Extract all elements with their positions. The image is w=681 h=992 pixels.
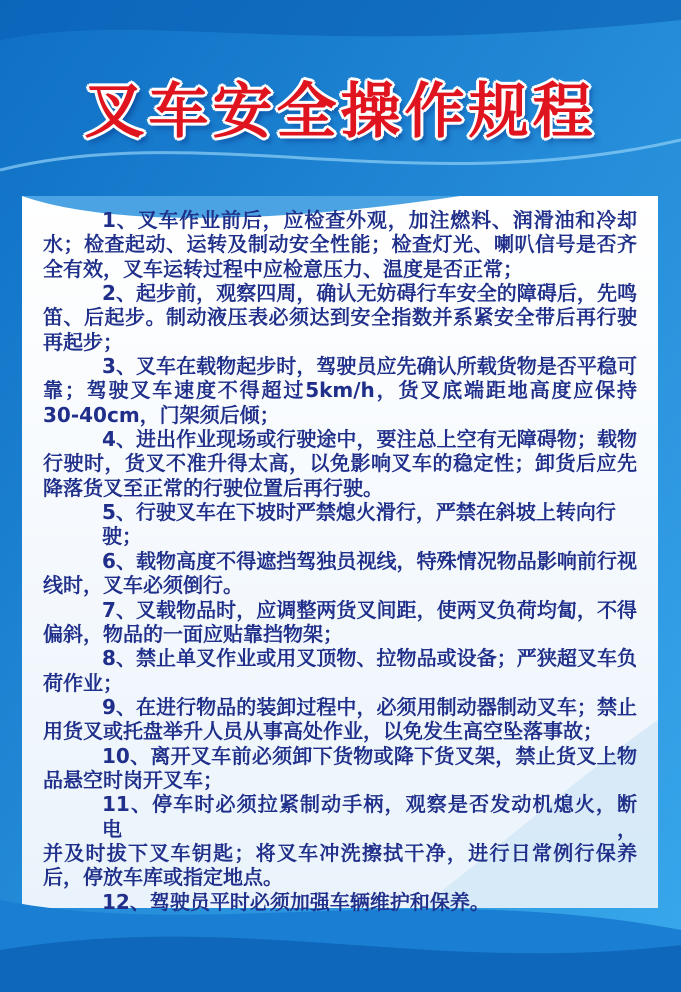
rule-item	[43, 646, 637, 695]
rule-item	[43, 744, 637, 793]
rule-line: 线时，叉车必须倒行。	[43, 573, 243, 598]
rule-item	[43, 354, 637, 427]
rule-line: 6、载物高度不得遮挡驾独员视线，特殊情况物品影响前行视	[102, 548, 637, 573]
rule-line: 荷作业；	[43, 670, 123, 695]
rule-item	[43, 500, 637, 549]
page-title: 叉车安全操作规程	[84, 77, 597, 147]
rule-line: 12、驾驶员平时必须加强车辆维护和保养。	[102, 889, 490, 914]
rule-line: 靠；驾驶叉车速度不得超过5km/h，货叉底端距地高度应保持	[43, 378, 637, 403]
rule-line: 笛、后起步。制动液压表必须达到安全指数并系紧安全带后再行驶	[43, 305, 637, 330]
rule-item	[43, 208, 637, 281]
rule-item	[43, 281, 637, 354]
rule-item	[43, 427, 637, 500]
rule-line: 2、起步前，观察四周，确认无妨碍行车安全的障碍后，先鸣	[102, 281, 637, 306]
rule-item	[43, 890, 637, 914]
rule-line: 用货叉或托盘举升人员从事高处作业，以免发生高空坠落事故；	[43, 719, 603, 744]
rule-line: 10、离开叉车前必须卸下货物或降下货叉架，禁止货叉上物	[102, 743, 637, 768]
rule-line: 5、行驶叉车在下坡时严禁熄火滑行，严禁在斜坡上转向行驶；	[102, 500, 616, 549]
rule-line: 行驶时，货叉不准升得太高，以免影响叉车的稳定性；卸货后应先	[43, 451, 637, 476]
rule-line: 全有效，叉车运转过程中应检意压力、温度是否正常；	[43, 256, 523, 281]
rule-line: 1、叉车作业前后，应检查外观，加注燃料、润滑油和冷却	[102, 208, 637, 232]
rule-line: 7、叉载物品时，应调整两货叉间距，使两叉负荷均匐，不得	[102, 597, 637, 622]
rule-item	[43, 598, 637, 647]
rule-line: 11、停车时必须拉紧制动手柄，观察是否发动机熄火，断电，	[102, 792, 637, 841]
rule-line: 9、在进行物品的装卸过程中，必须用制动器制动叉车；禁止	[102, 694, 637, 719]
rule-item	[43, 549, 637, 598]
rule-item	[43, 695, 637, 744]
rules-list	[43, 208, 637, 914]
rule-line: 水；检查起动、运转及制动安全性能；检查灯光、喇叭信号是否齐	[43, 232, 637, 257]
rule-line: 后，停放车库或指定地点。	[43, 865, 283, 890]
rule-line: 并及时拔下叉车钥匙；将叉车冲洗擦拭干净，进行日常例行保养	[43, 840, 637, 865]
rule-line: 再起步；	[43, 329, 123, 354]
rule-line: 8、禁止单叉作业或用叉顶物、拉物品或设备；严狭超叉车负	[102, 646, 637, 671]
rule-item	[43, 792, 637, 889]
rule-line: 3、叉车在载物起步时，驾驶员应先确认所载货物是否平稳可	[102, 354, 637, 379]
rule-line: 降落货叉至正常的行驶位置后再行驶。	[43, 475, 383, 500]
rule-line: 4、进出作业现场或行驶途中，要注总上空有无障碍物；载物	[102, 427, 637, 452]
rule-line: 30-40cm，门架须后倾；	[43, 402, 280, 427]
rule-line: 品悬空时岗开叉车；	[43, 767, 223, 792]
rule-line: 偏斜，物品的一面应贴靠挡物架；	[43, 621, 343, 646]
